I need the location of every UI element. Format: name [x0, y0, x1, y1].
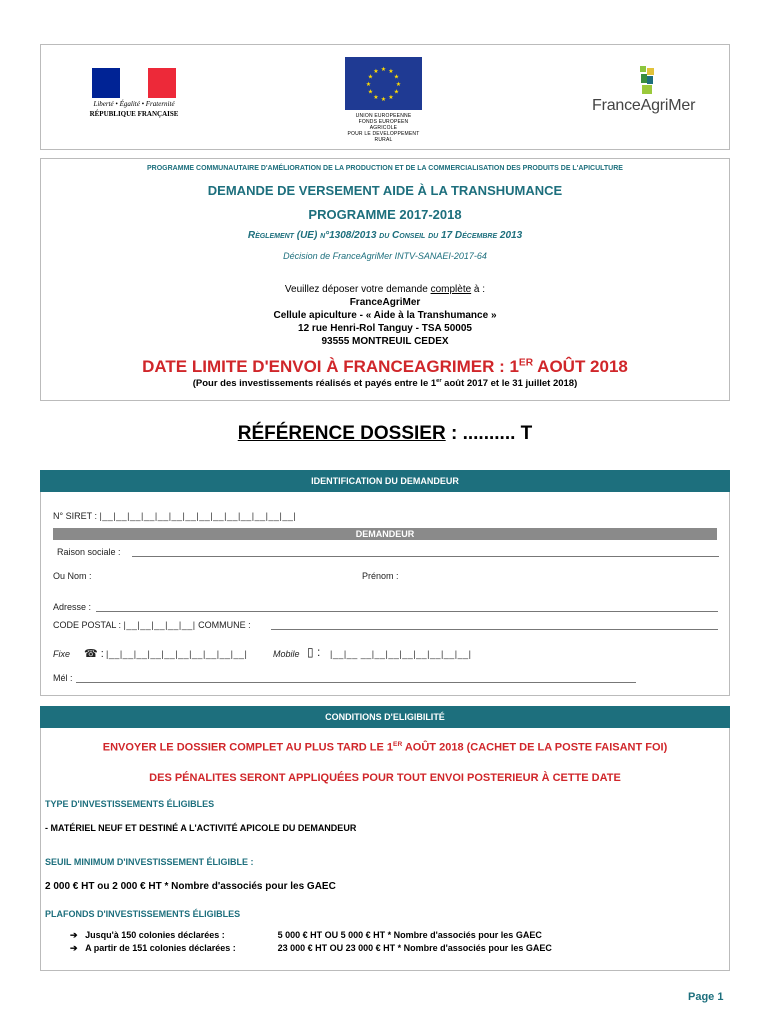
- reference-label: RÉFÉRENCE DOSSIER: [237, 423, 446, 444]
- eu-line-3: POUR LE DEVELOPPEMENT RURAL: [347, 131, 420, 143]
- eu-line-1: UNION EUROPEENNE: [355, 113, 412, 119]
- svg-text:★: ★: [367, 88, 374, 96]
- plafond-value: 5 000 € HT OU 5 000 € HT * Nombre d'associés pour les GAEC: [277, 930, 542, 940]
- svg-text:★: ★: [393, 73, 400, 81]
- tricolor-flag-icon: [92, 68, 176, 98]
- send-deadline-sup: ER: [393, 741, 403, 748]
- fixe-label: Fixe: [53, 649, 71, 659]
- raison-sociale-label: Raison sociale :: [57, 547, 121, 557]
- svg-text:★: ★: [367, 73, 374, 81]
- fixe-field[interactable]: |__|__|__|__|__|__|__|__|__|__|: [106, 649, 248, 659]
- identification-box: [40, 470, 730, 696]
- program-years: PROGRAMME 2017-2018: [308, 207, 462, 222]
- deposit-emphasis: complète: [430, 284, 472, 295]
- plafonds-title: PLAFONDS D'INVESTISSEMENTS ÉLIGIBLES: [45, 909, 241, 919]
- type-investissements-item: - MATÉRIEL NEUF ET DESTINÉ A L'ACTIVITÉ APICOLE DU DEMANDEUR: [45, 823, 357, 833]
- address-org: FranceAgriMer: [349, 297, 421, 308]
- deposit-intro: Veuillez déposer votre demande: [284, 284, 431, 295]
- send-deadline-text: ENVOYER LE DOSSIER COMPLET AU PLUS TARD LE 1: [102, 741, 394, 754]
- eu-line-2: FONDS EUROPEEN AGRICOLE: [358, 119, 409, 131]
- raison-sociale-field[interactable]: [132, 556, 719, 557]
- address-cell: Cellule apiculture - « Aide à la Transhumance »: [273, 310, 497, 321]
- franceagrimer-logo: [590, 66, 700, 122]
- siret-field[interactable]: |__|__|__|__|__|__|__|__|__|__|__|__|__|__|: [99, 511, 297, 521]
- send-deadline: [40, 741, 730, 754]
- phone-icon: ☎ :: [84, 648, 104, 660]
- nom-label: Ou Nom :: [53, 571, 92, 581]
- svg-text:★: ★: [388, 68, 394, 75]
- deposit-after: à :: [471, 284, 486, 295]
- reglement-reference: [40, 230, 730, 241]
- plafond-value: 23 000 € HT OU 23 000 € HT * Nombre d'associés pour les GAEC: [277, 943, 552, 953]
- franceagrimer-mark-icon: [640, 66, 654, 96]
- union-europeenne-logo: [345, 57, 422, 143]
- program-line: PROGRAMME COMMUNAUTAIRE D'AMÉLIORATION DE LA PRODUCTION ET DE LA COMMERCIALISATION DES PRODUITS DE L'APICULTURE: [147, 165, 623, 172]
- mobile-label: Mobile: [273, 649, 300, 659]
- mobile-field[interactable]: |__|__ __|__|__|__|__|__|__|__|: [330, 649, 472, 659]
- seuil-value: 2 000 € HT ou 2 000 € HT * Nombre d'associés pour les GAEC: [45, 881, 336, 892]
- page-number: Page 1: [688, 991, 724, 1003]
- deposit-instructions: [40, 283, 730, 348]
- deadline-sup: ER: [518, 357, 534, 369]
- penalties-notice: DES PÉNALITES SERONT APPLIQUÉES POUR TOUT ENVOI POSTERIEUR À CETTE DATE: [149, 772, 621, 784]
- reference-value: : .......... T: [445, 423, 533, 444]
- arrow-right-icon: ➔: [70, 943, 78, 953]
- plafond-item: [70, 930, 542, 941]
- plafond-item: [70, 943, 552, 954]
- commune-label: COMMUNE :: [198, 620, 251, 630]
- mel-label: Mél :: [53, 673, 73, 683]
- reglement-text: Règlement (UE) n°1308/2013 du Conseil du 17 Décembre 2013: [247, 230, 523, 241]
- adresse-field[interactable]: [96, 611, 718, 612]
- deadline-text: DATE LIMITE D'ENVOI À FRANCEAGRIMER : 1: [142, 357, 519, 376]
- prenom-label: Prénom :: [362, 571, 399, 581]
- svg-text:★: ★: [395, 81, 402, 88]
- svg-text:★: ★: [380, 96, 387, 103]
- svg-text:★: ★: [393, 88, 400, 96]
- svg-text:★: ★: [365, 81, 372, 88]
- reference-dossier: [40, 423, 730, 445]
- period-text: (Pour des investissements réalisés et payés entre le 1: [192, 378, 437, 390]
- plafond-label: Jusqu'à 150 colonies déclarées :: [85, 930, 225, 940]
- svg-text:★: ★: [388, 94, 394, 101]
- period-text-end: août 2017 et le 31 juillet 2018): [441, 378, 578, 390]
- arrow-right-icon: ➔: [70, 930, 78, 940]
- rf-name: RÉPUBLIQUE FRANÇAISE: [89, 110, 179, 118]
- form-title: DEMANDE DE VERSEMENT AIDE À LA TRANSHUMANCE: [207, 183, 563, 198]
- republique-francaise-logo: [88, 68, 180, 122]
- period-sup: er: [436, 378, 442, 384]
- address-street: 12 rue Henri-Rol Tanguy - TSA 50005: [298, 323, 472, 334]
- address-city: 93555 MONTREUIL CEDEX: [321, 336, 449, 347]
- code-postal-row: [53, 620, 251, 630]
- mobile-phone-icon: ▯ :: [307, 645, 321, 659]
- send-deadline-text-end: AOÛT 2018 (CACHET DE LA POSTE FAISANT FOI): [402, 741, 668, 754]
- code-postal-label: CODE POSTAL :: [53, 620, 122, 630]
- rf-motto: Liberté • Égalité • Fraternité: [93, 100, 175, 108]
- eu-stars-icon: [345, 57, 422, 110]
- code-postal-field[interactable]: |__|__|__|__|__|: [123, 620, 196, 630]
- deadline-text-end: AOÛT 2018: [533, 357, 628, 376]
- svg-text:★: ★: [380, 66, 387, 73]
- mel-field[interactable]: [76, 682, 636, 683]
- demandeur-bar: DEMANDEUR: [53, 528, 717, 540]
- type-investissements-title: TYPE D'INVESTISSEMENTS ÉLIGIBLES: [45, 799, 215, 809]
- svg-text:★: ★: [373, 94, 379, 101]
- eu-flag-icon: [345, 57, 422, 110]
- deadline-banner: [40, 357, 730, 377]
- investment-period: [40, 378, 730, 389]
- commune-field[interactable]: [271, 629, 718, 630]
- siret-label: N° SIRET :: [53, 511, 97, 521]
- decision-reference: Décision de FranceAgriMer INTV-SANAEI-2017-64: [283, 251, 487, 261]
- plafond-label: A partir de 151 colonies déclarées :: [85, 943, 236, 953]
- seuil-title: SEUIL MINIMUM D'INVESTISSEMENT ÉLIGIBLE :: [45, 857, 254, 867]
- svg-text:★: ★: [373, 68, 379, 75]
- adresse-label: Adresse :: [53, 602, 92, 612]
- conditions-bar: CONDITIONS D'ELIGIBILITÉ: [40, 706, 730, 728]
- identification-bar: IDENTIFICATION DU DEMANDEUR: [40, 470, 730, 492]
- siret-row: [53, 511, 296, 521]
- franceagrimer-name: FranceAgriMer: [592, 97, 696, 114]
